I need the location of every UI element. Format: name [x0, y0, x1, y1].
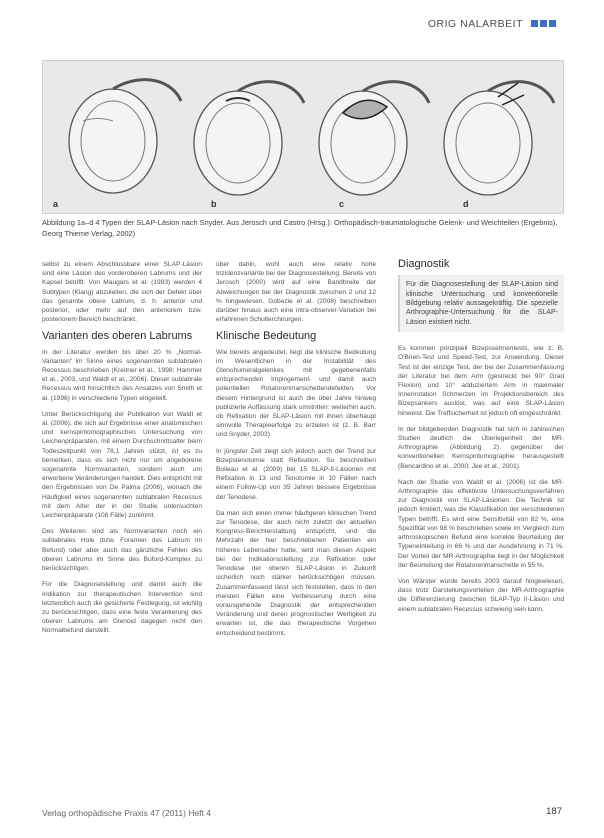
section-header-text: ORIG NALARBEIT — [427, 18, 523, 30]
paragraph: Unter Berücksichtigung der Publikation von Waldt et al. (2006), die sich auf Ergebnisse einer anatomischen und kernspintomographischen Untersuchung von Leichenpräparaten, mit einem Durchschnittsalter beim Todeszeitpunkt von 78,1 Jahren stützt, ist es zu bemerken, dass es sich nicht nur um angeborene sogenannte Normvarianten, sondern auch um erworbene Veränderungen handelt. Dies entspricht mit den Ergebnissen von De Palma (2006), wonach die Häufigkeit eines sogenannten sublabralen Recessus mit dem Alter der in der Studie untersuchten Leichenpräparate (108 Fälle) zunimmt. — [42, 410, 202, 520]
panel-label-b: b — [211, 199, 217, 209]
section-heading-diagnostics: Diagnostik — [398, 258, 450, 270]
paragraph: In der bildgebenden Diagnostik hat sich in zahlreichen Studien deutlich die Überlegenheit der MR-Arthrographie (Abbildung 2) gegenüber der konventionellen Kernspintomographie herausgestellt (Bencardino et al., 2000; Jee et al., 2001). — [398, 425, 564, 470]
paragraph: Nach der Studie von Waldt et al. (2006) ist die MR-Arthrographie das effektivste Untersuchungsverfahren zur Diagnostik von SLAP-Läsionen. Die Technik ist jedoch limitiert, was die Klassifikation der verschiedenen Typen betrifft. Es wird eine Sensitivität von 82 %, eine Spezifität von 98 % beschrieben sowie im Vergleich zum arthroskopischen Befund eine korrekte Beurteilung der Typeneinteilung in 66 % und der Ausdehnung in 71 %. Der Vorteil der MR-Arthrographie liegt in der Möglichkeit der Beurteilung der Rotatorenmanschette in 55 %. — [398, 478, 564, 569]
panel-label-d: d — [463, 199, 469, 209]
paragraph: Des Weiteren sind als Normvarianten noch ein sublabrales Hole (bzw. Foramen des Labrum im Befund) oder aber auch das gänzliche Fehlen des oberen Labrums im Sinne des Buford-Komplex zu berücksichtigen. — [42, 528, 202, 573]
section-heading-clinical: Klinische Bedeutung — [216, 330, 317, 343]
paragraph: Von Wärster wurde bereits 2003 darauf hingewiesen, dass trotz Darstellungsvorteilen der MR-Arthrographie die Differenzierung zwischen SLAP-Typ II-Läsion und einem sublabralen Recessus schwierig sein kann. — [398, 577, 564, 613]
column-left — [42, 260, 202, 643]
paragraph: Da man sich einen immer häufigeren klinischen Trend zur Tenodese, der auch nicht zuletzt der aktuellen Kongress-Berichterstattung entspricht, und die Mehrzahl der hier beschriebenen Patienten ein höheres Lebensalter hatte, wird man diesen Aspekt bei der Indikationsstellung zur Refixation oder Tenodese der oberen SLAP-Läsion in Zukunft sicherlich noch stärker berücksichtigen müssen. Zusammenfassend lässt sich feststellen, dass in den meisten Fällen eine Verbesserung durch eine vorausgehende Diagnostik der entsprechenden Veränderung und deren prognostischer Wertigkeit zu erwarten ist, die das therapeutische Vorgehen entscheidend bestimmt. — [216, 509, 376, 637]
paragraph: In jüngster Zeit zeigt sich jedoch auch der Trend zur Bizepstenotomie statt Refixation. So beschreiben Boileau et al. (2009) bei 15 SLAP-II-Läsionen mit Refixation in 13 und Tenotomie in 10 Fällen nach einem Follow-Up von 35 Jahren bessere Ergebnisse der Tenodese. — [216, 447, 376, 501]
summary-box: Für die Diagnosestellung der SLAP-Läsion sind klinische Untersuchung und konventionelle Bildgebung relativ aussagekräftig. Die spezielle Arthrographie-Untersuchung für die SLAP-Läsion existiert nicht. — [398, 275, 564, 332]
panel-label-c: c — [339, 199, 345, 209]
paragraph: Wie bereits angedeutet, liegt die klinische Bedeutung im Wesentlichen in der Instabilität des Glenohumeralgelenkes mit gegebenenfalls entsprechenden Impingement- und damit auch potentiellen Rotatorenmanschettendefekten. Vor diesem Hintergrund ist auch die über Jahre hinweg publizierte Auffassung stark umstritten: weiterhin auch, ob Refixation der SLAP-Läsion mit ihnen überhaupt sinnvolle Therapieerfolge zu erzielen ist (z. B. Barr und Snyder, 2003). — [216, 348, 376, 439]
page-number: 187 — [546, 806, 562, 817]
paragraph: Es kommen prinzipiell Bizepssehnentests, wie z. B. O'Brien-Test und Speed-Test, zur Anwendung. Dieser Test ist der einzige Test, der bei der Zusammenfassung der Literatur bei dem Arm (gestreckt bei 90° Grad Flexion) und 10° adduziertem Arm in maximaler Innenrotation Schmerzen im Projektionsbereich des Bizepsankers auslöst, was auf eine SLAP-Läsion hinweist. Die Treffsicherheit ist jedoch oft eingeschränkt. — [398, 345, 564, 417]
panel-label-a: a — [53, 199, 59, 209]
journal-footer: Verlag orthopädische Praxis 47 (2011) Heft 4 — [42, 808, 211, 818]
figure-caption: Abbildung 1a–d 4 Typen der SLAP-Läsion nach Snyder. Aus Jerosch und Castro (Hrsg.): Orthopädisch-traumatologische Gelenk- und Weichteilen (Ergebnis), Georg Thieme Verlag, 2002) — [42, 218, 558, 238]
section-heading-variants: Varianten des oberen Labrums — [42, 330, 193, 343]
paragraph: In der Literatur werden bis über 20 % „Normal-Varianten“ im Sinne eines sogenannten sublabralen Recessus beschrieben (Kreitner et al., 1998; Hammer et al., 2003, und Waldt et al., 2006). Dieser sublabrale Recessus wird hinsichtlich des Ansatzes von Smith et al. (1996) in verschiedene Typen eingeteilt. — [42, 348, 202, 402]
figure-drawing — [43, 61, 563, 213]
section-header — [428, 18, 556, 30]
paragraph: selbst zu einem Abschlussbare einer SLAP-Läsion sind eine Läsion des vorderoberen Labrums und der Kapsel betrifft. Von Maugars et al. (1993) werden 4 Subtypen (Klang) abzuleiten, die sich der Defekt über das gesamte obere Labrum, d. h. anterior und posterior, oder mehr auf den anteriorem bzw. posteriorem Bereich beschränkt. — [42, 261, 202, 324]
figure-slap-types — [42, 60, 564, 214]
paragraph: Für die Diagnosestellung und damit auch die Indikation zur therapeutischen Intervention sind letztendlich auch die gesicherte Festlegung, ist wichtig zu berücksichtigen, dass eine feste Verankerung des oberen Labrums am Glenoid dagegen nicht den Normalbefund darstellt. — [42, 581, 202, 635]
column-right — [398, 260, 564, 621]
header-squares — [529, 18, 556, 30]
paragraph: über dahin, wohl auch eine relativ hohe Inzidenzvariante bei der Diagnosestellung. Bereits von Jerosch (2000) wird auf eine Bandbreite der Abweichungen bei der Diagnostik zwischen 2 und 12 % hingewiesen. Gobezie et al. (2008) beschreiben darüber hinaus auch eine intra-observer-Variation bei erfahrenen Schulterchirurgen. — [216, 261, 376, 324]
column-middle — [216, 260, 376, 645]
